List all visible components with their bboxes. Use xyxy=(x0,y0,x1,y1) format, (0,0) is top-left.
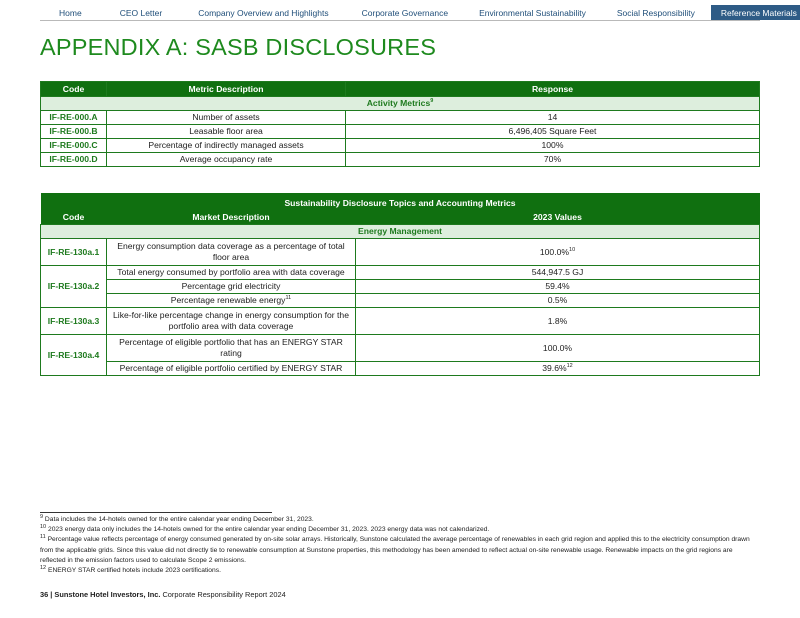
sustainability-metrics-table xyxy=(40,193,760,376)
col-header-code: Code xyxy=(41,210,107,225)
footnote xyxy=(40,525,760,535)
footnote-number: 11 xyxy=(40,534,46,541)
footnote xyxy=(40,515,760,525)
metric-description: Like-for-like percentage change in energy consumption for the portfolio area with data coverage xyxy=(107,308,356,335)
table-row xyxy=(41,111,760,125)
col-header-2023-values: 2023 Values xyxy=(356,210,760,225)
activity-metrics-table xyxy=(40,81,760,167)
metric-description: Number of assets xyxy=(107,111,346,125)
footnote-ref: 9 xyxy=(430,98,434,105)
section-energy-management: Energy Management xyxy=(41,225,760,239)
metric-code: IF-RE-000.C xyxy=(41,139,107,153)
metric-description: Percentage grid electricity xyxy=(107,280,356,294)
section-label: Activity Metrics xyxy=(366,98,431,108)
nav-reference-materials[interactable]: Reference Materials xyxy=(711,5,800,20)
super-header: Sustainability Disclosure Topics and Accounting Metrics xyxy=(41,193,760,210)
metric-code: IF-RE-130a.1 xyxy=(41,239,107,266)
table-row xyxy=(41,153,760,167)
metric-response: 100% xyxy=(346,139,760,153)
nav-ceo-letter[interactable]: CEO Letter xyxy=(119,7,163,18)
footnote-ref: 12 xyxy=(566,363,573,370)
top-navigation xyxy=(40,5,797,21)
nav-corporate-governance[interactable]: Corporate Governance xyxy=(361,7,449,18)
metric-description: Energy consumption data coverage as a percentage of total floor area xyxy=(107,239,356,266)
metric-value: 1.8% xyxy=(356,308,760,335)
metric-description: Leasable floor area xyxy=(107,125,346,139)
footnote-number: 12 xyxy=(40,564,47,571)
metric-response: 14 xyxy=(346,111,760,125)
footnote xyxy=(40,566,760,576)
metric-code: IF-RE-130a.2 xyxy=(41,266,107,308)
table-row xyxy=(41,266,760,280)
footnote-divider xyxy=(40,512,272,513)
metric-code: IF-RE-000.B xyxy=(41,125,107,139)
metric-description: Percentage of eligible portfolio that has an ENERGY STAR rating xyxy=(107,335,356,362)
footnote-text: 2023 energy data only includes the 14-hotels owned for the entire calendar year ending December 31, 2023. 2023 energy data was not calendarized. xyxy=(47,526,490,534)
metric-response: 6,496,405 Square Feet xyxy=(346,125,760,139)
section-activity-metrics xyxy=(41,97,760,111)
page-title: APPENDIX A: SASB DISCLOSURES xyxy=(40,34,437,60)
nav-home[interactable]: Home xyxy=(59,7,82,18)
metric-value xyxy=(356,239,760,266)
footnote-number: 10 xyxy=(40,523,47,530)
metric-code: IF-RE-000.D xyxy=(41,153,107,167)
footnote-ref: 11 xyxy=(285,295,292,302)
metric-description: Average occupancy rate xyxy=(107,153,346,167)
table-header-row xyxy=(41,82,760,97)
company-name: Sunstone Hotel Investors, Inc. xyxy=(54,590,161,599)
metric-value: 59.4% xyxy=(356,280,760,294)
metric-value: 0.5% xyxy=(356,294,760,308)
section-row xyxy=(41,97,760,111)
footnote-text: ENERGY STAR certified hotels include 2023 certifications. xyxy=(47,567,221,575)
metric-code: IF-RE-130a.4 xyxy=(41,335,107,376)
nav-environmental-sustainability[interactable]: Environmental Sustainability xyxy=(479,7,586,18)
table-header-row xyxy=(41,210,760,225)
footnotes xyxy=(40,515,760,576)
metric-response: 70% xyxy=(346,153,760,167)
col-header-metric: Metric Description xyxy=(107,82,346,97)
table-row xyxy=(41,362,760,376)
table-row xyxy=(41,139,760,153)
value-text: 100.0% xyxy=(539,246,570,257)
footnote-ref: 10 xyxy=(569,246,576,253)
report-name: Corporate Responsibility Report 2024 xyxy=(162,590,286,599)
footnote-text: Data includes the 14-hotels owned for the entire calendar year ending December 31, 2023. xyxy=(44,516,314,523)
table-row xyxy=(41,308,760,335)
nav-social-responsibility[interactable]: Social Responsibility xyxy=(616,7,695,18)
page-footer: 36 | Sunstone Hotel Investors, Inc. Corporate Responsibility Report 2024 xyxy=(40,590,286,599)
description-text: Percentage renewable energy xyxy=(170,295,286,305)
metric-description: Percentage of eligible portfolio certified by ENERGY STAR xyxy=(107,362,356,376)
table-row xyxy=(41,335,760,362)
col-header-code: Code xyxy=(41,82,107,97)
metric-description: Percentage of indirectly managed assets xyxy=(107,139,346,153)
footnote xyxy=(40,535,760,566)
table-row xyxy=(41,280,760,294)
footnote-number: 9 xyxy=(40,513,44,520)
metric-description xyxy=(107,294,356,308)
section-row xyxy=(41,225,760,239)
col-header-response: Response xyxy=(346,82,760,97)
nav-company-overview[interactable]: Company Overview and Highlights xyxy=(198,7,329,18)
table-row xyxy=(41,125,760,139)
metric-value: 544,947.5 GJ xyxy=(356,266,760,280)
col-header-market-description: Market Description xyxy=(107,210,356,225)
table-row xyxy=(41,294,760,308)
value-text: 39.6% xyxy=(542,363,567,373)
metric-value xyxy=(356,362,760,376)
footnote-text: Percentage value reflects percentage of energy consumed generated by on-site solar arrays. Historically, Sunstone calculated the average percentage of renewables in each grid region and applied this to the electricity consumption drawn from the applicable grids. Since this value did not directly tie to renewable consumption at Sunstone properties, this methodology has been amended to reflect actual on-site renewable usage. Renewable impacts on the grid regions are reflected in the emission factors used to calculate Scope 2 emissions. xyxy=(40,536,750,564)
table-super-header-row xyxy=(41,193,760,210)
metric-description: Total energy consumed by portfolio area with data coverage xyxy=(107,266,356,280)
page-number: 36 xyxy=(40,590,49,599)
metric-code: IF-RE-000.A xyxy=(41,111,107,125)
metric-code: IF-RE-130a.3 xyxy=(41,308,107,335)
table-row xyxy=(41,239,760,266)
metric-value: 100.0% xyxy=(356,335,760,362)
